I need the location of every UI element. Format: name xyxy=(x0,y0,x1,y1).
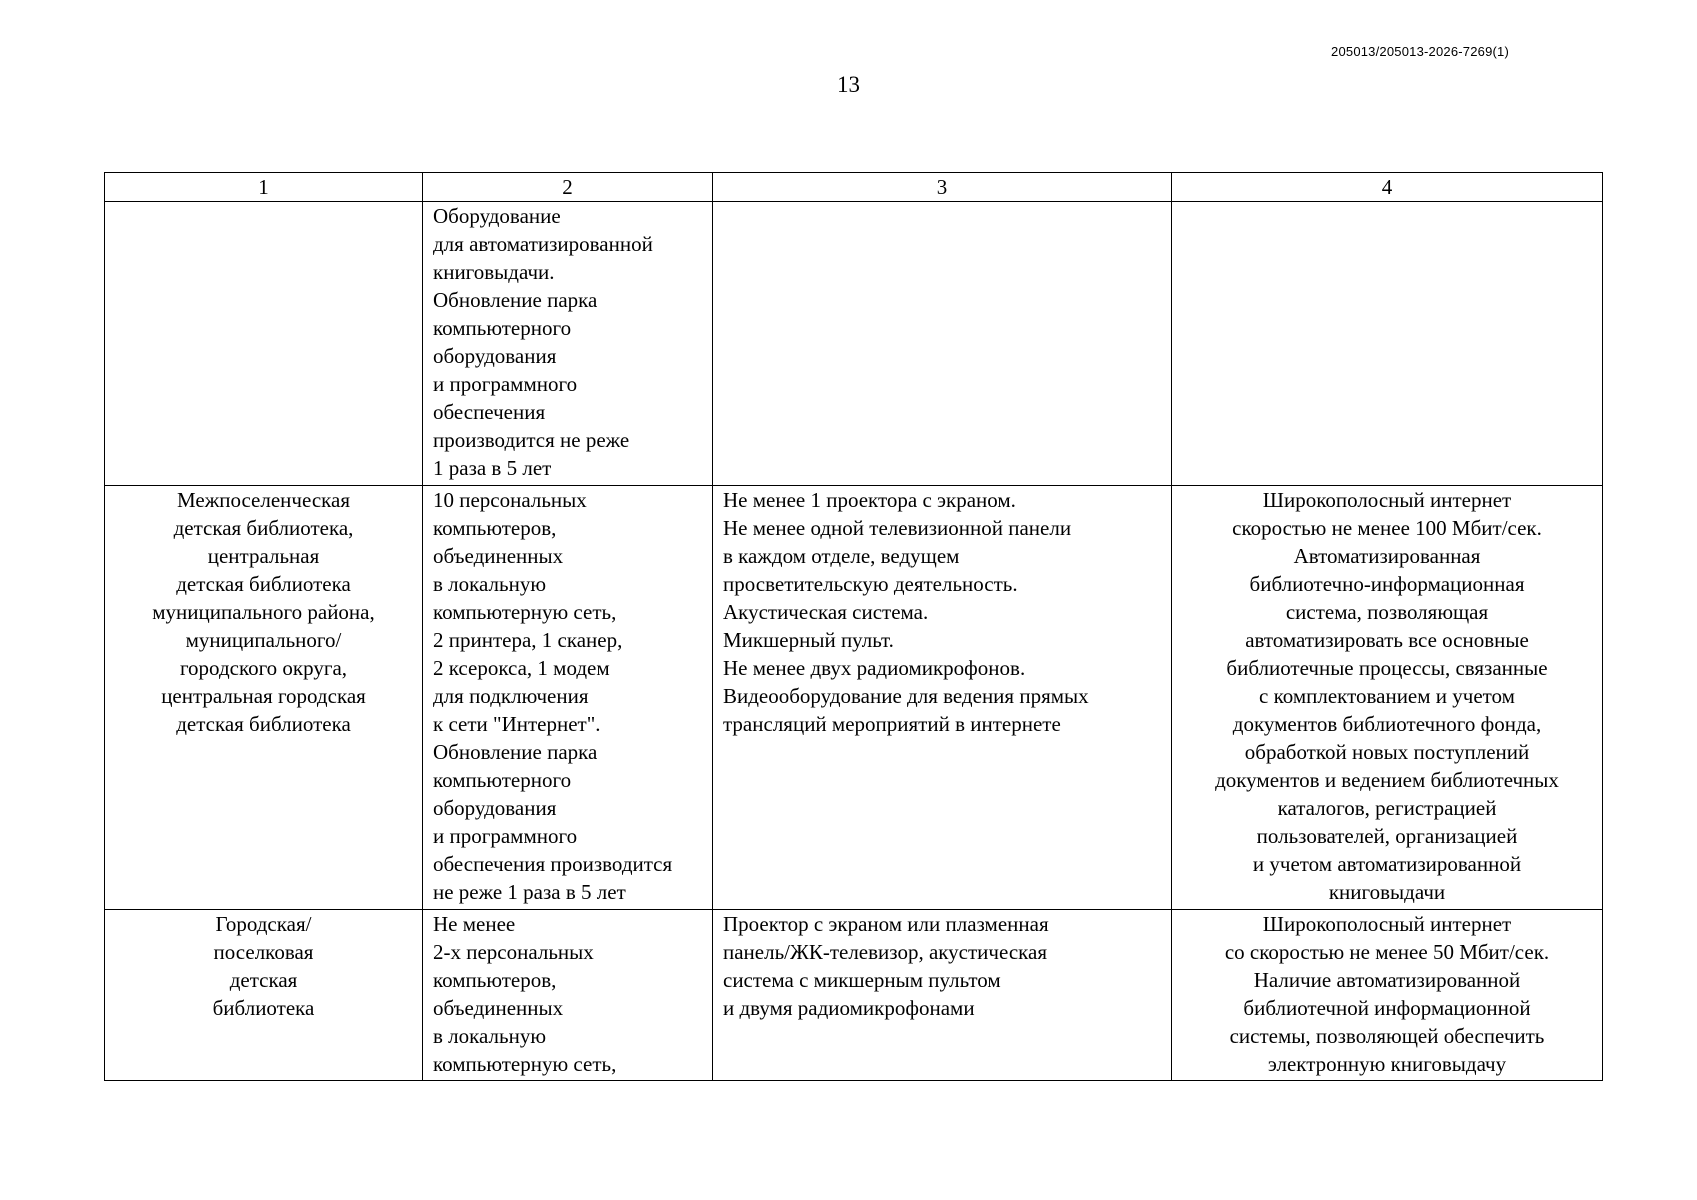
cell-text-line: Не менее 1 проектора с экраном. xyxy=(723,488,1016,512)
document-number: 205013/205013-2026-7269(1) xyxy=(1331,44,1509,59)
table-row xyxy=(105,486,1603,910)
cell-text-line: и программного xyxy=(433,824,578,848)
cell-text-line: библиотечной информационной xyxy=(1243,996,1531,1020)
cell-text-line: производится не реже xyxy=(433,428,630,452)
cell-text-line: библиотечно-информационная xyxy=(1249,572,1525,596)
cell-text-line: объединенных xyxy=(433,544,564,568)
cell-text-line: в каждом отделе, ведущем xyxy=(723,544,960,568)
cell-text-line: скоростью не менее 100 Мбит/сек. xyxy=(1232,516,1542,540)
cell-text-line: компьютерного xyxy=(433,316,572,340)
cell-text-line: для автоматизированной xyxy=(433,232,653,256)
column-header-3: 3 xyxy=(713,173,1172,202)
cell-computer-equipment xyxy=(423,910,713,1081)
cell-text-line: 10 персональных xyxy=(433,488,587,512)
cell-text-line: Акустическая система. xyxy=(723,600,929,624)
cell-text-line: обеспечения xyxy=(433,400,546,424)
cell-library-type xyxy=(105,486,423,910)
cell-text-line: муниципального района, xyxy=(152,600,375,624)
cell-text-line: Проектор с экраном или плазменная xyxy=(723,912,1049,936)
cell-text-line: Широкополосный интернет xyxy=(1262,488,1512,512)
cell-text-line: книговыдачи. xyxy=(433,260,555,284)
cell-text-line: компьютерную сеть, xyxy=(433,600,617,624)
cell-text-line: к сети "Интернет". xyxy=(433,712,601,736)
cell-text-line: муниципального/ xyxy=(185,628,342,652)
requirements-table xyxy=(104,172,1603,1081)
cell-text-line: Автоматизированная xyxy=(1293,544,1481,568)
cell-text-line: компьютеров, xyxy=(433,516,557,540)
cell-text-line: в локальную xyxy=(433,572,547,596)
table-header-row xyxy=(105,173,1603,202)
cell-text-line: Не менее двух радиомикрофонов. xyxy=(723,656,1026,680)
cell-text-line: Микшерный пульт. xyxy=(723,628,894,652)
cell-internet-and-systems xyxy=(1172,910,1603,1081)
cell-internet-and-systems xyxy=(1172,486,1603,910)
cell-text-line: поселковая xyxy=(213,940,314,964)
cell-text-line: система с микшерным пультом xyxy=(723,968,1001,992)
cell-text-line: Наличие автоматизированной xyxy=(1253,968,1521,992)
cell-text-line: и двумя радиомикрофонами xyxy=(723,996,975,1020)
cell-text-line: документов и ведением библиотечных xyxy=(1215,768,1559,792)
cell-text-line: Видеооборудование для ведения прямых xyxy=(723,684,1089,708)
cell-text-line: обработкой новых поступлений xyxy=(1244,740,1530,764)
cell-text-line: система, позволяющая xyxy=(1285,600,1489,624)
cell-text-line: компьютерную сеть, xyxy=(433,1052,617,1076)
cell-text-line: пользователей, организацией xyxy=(1256,824,1518,848)
column-header-4: 4 xyxy=(1172,173,1603,202)
cell-text-line: оборудования xyxy=(433,344,557,368)
cell-text-line: Широкополосный интернет xyxy=(1262,912,1512,936)
cell-text-line: объединенных xyxy=(433,996,564,1020)
cell-text-line: Городская/ xyxy=(215,912,312,936)
cell-text-line: библиотечные процессы, связанные xyxy=(1226,656,1548,680)
cell-text-line: компьютеров, xyxy=(433,968,557,992)
cell-text-line: и учетом автоматизированной xyxy=(1252,852,1522,876)
cell-computer-equipment xyxy=(423,486,713,910)
cell-text-line: не реже 1 раза в 5 лет xyxy=(433,880,626,904)
cell-text-line: трансляций мероприятий в интернете xyxy=(723,712,1061,736)
table-row xyxy=(105,202,1603,486)
cell-text-line: Обновление парка xyxy=(433,740,598,764)
table-body xyxy=(105,202,1603,1081)
cell-text-line: со скоростью не менее 50 Мбит/сек. xyxy=(1224,940,1550,964)
cell-text-line: для подключения xyxy=(433,684,589,708)
cell-library-type xyxy=(105,910,423,1081)
cell-text-line: и программного xyxy=(433,372,578,396)
cell-media-equipment xyxy=(713,202,1172,486)
cell-library-type xyxy=(105,202,423,486)
cell-text-line: детская библиотека, xyxy=(173,516,354,540)
cell-text-line: библиотека xyxy=(212,996,315,1020)
cell-text-line: электронную книговыдачу xyxy=(1267,1052,1507,1076)
cell-text-line: каталогов, регистрацией xyxy=(1277,796,1497,820)
cell-text-line: городского округа, xyxy=(179,656,348,680)
cell-text-line: Не менее одной телевизионной панели xyxy=(723,516,1072,540)
cell-text-line: Оборудование xyxy=(433,204,561,228)
cell-text-line: Межпоселенческая xyxy=(176,488,350,512)
cell-text-line: детская библиотека xyxy=(176,572,351,596)
table-row xyxy=(105,910,1603,1081)
cell-text-line: детская библиотека xyxy=(176,712,351,736)
cell-text-line: оборудования xyxy=(433,796,557,820)
cell-text-line: центральная городская xyxy=(161,684,366,708)
cell-text-line: 2-х персональных xyxy=(433,940,594,964)
cell-text-line: книговыдачи xyxy=(1328,880,1446,904)
cell-text-line: обеспечения производится xyxy=(433,852,673,876)
cell-media-equipment xyxy=(713,486,1172,910)
page-number: 13 xyxy=(837,72,860,97)
cell-text-line: панель/ЖК-телевизор, акустическая xyxy=(723,940,1048,964)
cell-text-line: 1 раза в 5 лет xyxy=(433,456,552,480)
cell-internet-and-systems xyxy=(1172,202,1603,486)
cell-text-line: 2 принтера, 1 сканер, xyxy=(433,628,623,652)
column-header-2: 2 xyxy=(423,173,713,202)
cell-text-line: с комплектованием и учетом xyxy=(1259,684,1515,708)
cell-text-line: центральная xyxy=(207,544,320,568)
cell-text-line: детская xyxy=(229,968,298,992)
cell-text-line: просветительскую деятельность. xyxy=(723,572,1018,596)
cell-computer-equipment xyxy=(423,202,713,486)
cell-text-line: документов библиотечного фонда, xyxy=(1232,712,1542,736)
column-header-1: 1 xyxy=(105,173,423,202)
cell-text-line: Не менее xyxy=(433,912,516,936)
cell-media-equipment xyxy=(713,910,1172,1081)
cell-text-line: системы, позволяющей обеспечить xyxy=(1229,1024,1545,1048)
cell-text-line: автоматизировать все основные xyxy=(1245,628,1529,652)
cell-text-line: компьютерного xyxy=(433,768,572,792)
cell-text-line: 2 ксерокса, 1 модем xyxy=(433,656,610,680)
cell-text-line: Обновление парка xyxy=(433,288,598,312)
cell-text-line: в локальную xyxy=(433,1024,547,1048)
